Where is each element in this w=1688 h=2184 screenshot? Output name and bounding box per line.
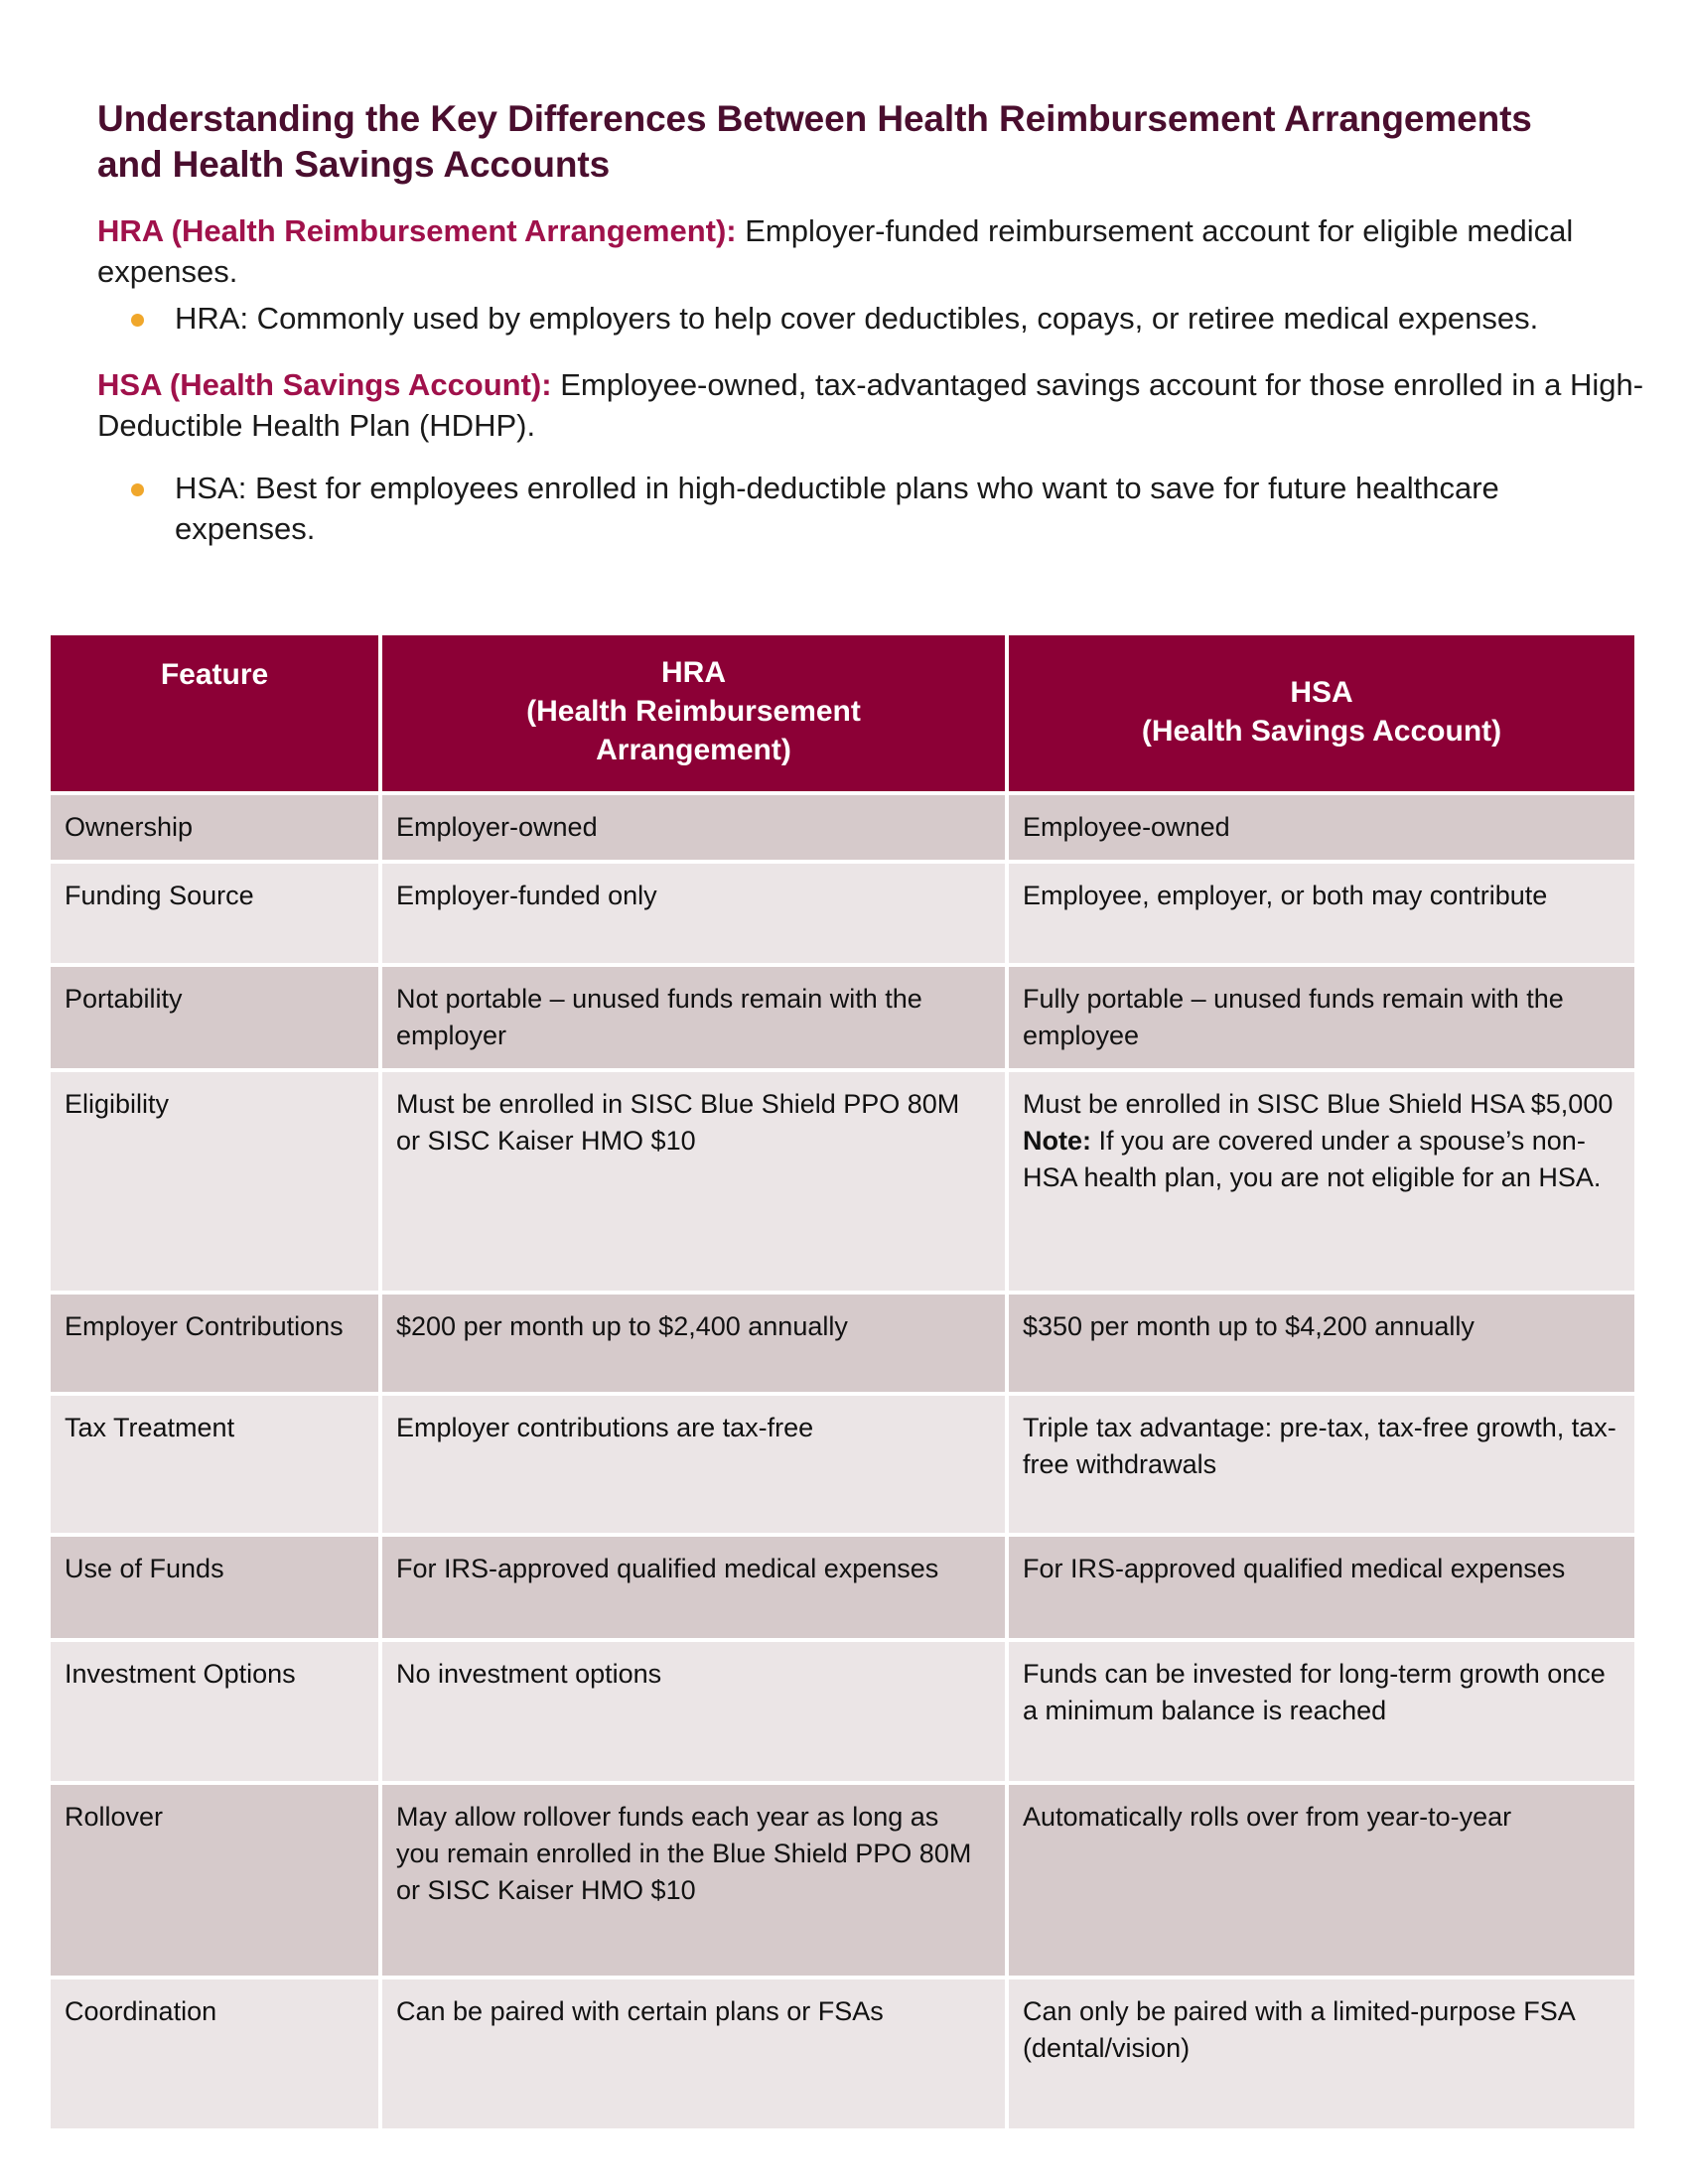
row-hra-value: Employer-funded only	[382, 864, 1005, 963]
hsa-definition-paragraph	[97, 364, 1646, 446]
row-hsa-value: Can only be paired with a limited-purpose FSA (dental/vision)	[1009, 1979, 1634, 2128]
row-hsa-value	[1009, 1072, 1634, 1291]
intro-section	[97, 210, 1646, 549]
row-feature-label: Portability	[51, 967, 378, 1068]
eligibility-hsa-main: Must be enrolled in SISC Blue Shield HSA $5,000	[1023, 1089, 1614, 1119]
row-feature-label: Coordination	[51, 1979, 378, 2128]
hra-bullet-item	[97, 298, 1646, 339]
hsa-bullet-item	[97, 468, 1646, 549]
row-hsa-value: $350 per month up to $4,200 annually	[1009, 1295, 1634, 1392]
column-header-hra-line2: (Health Reimbursement	[526, 695, 861, 728]
hra-definition-paragraph	[97, 210, 1646, 292]
row-hsa-value: For IRS-approved qualified medical expenses	[1009, 1537, 1634, 1638]
row-hra-value: Employer contributions are tax-free	[382, 1396, 1005, 1533]
row-feature-label: Use of Funds	[51, 1537, 378, 1638]
row-hsa-value: Employee, employer, or both may contribute	[1009, 864, 1634, 963]
table-row	[51, 1396, 1634, 1533]
table-row	[51, 1072, 1634, 1291]
row-feature-label: Eligibility	[51, 1072, 378, 1291]
row-hra-value: No investment options	[382, 1642, 1005, 1781]
table-row	[51, 864, 1634, 963]
column-header-hra	[382, 635, 1005, 791]
row-hsa-value: Funds can be invested for long-term growth once a minimum balance is reached	[1009, 1642, 1634, 1781]
table-row	[51, 1295, 1634, 1392]
bullet-dot-icon	[131, 314, 145, 327]
row-feature-label: Tax Treatment	[51, 1396, 378, 1533]
row-feature-label: Rollover	[51, 1785, 378, 1976]
row-hra-value: Can be paired with certain plans or FSAs	[382, 1979, 1005, 2128]
row-feature-label: Employer Contributions	[51, 1295, 378, 1392]
column-header-hsa-line2: (Health Savings Account)	[1141, 714, 1502, 748]
table-row	[51, 967, 1634, 1068]
row-hra-value: Not portable – unused funds remain with the employer	[382, 967, 1005, 1068]
table-row	[51, 1785, 1634, 1976]
hsa-definition-lead: HSA (Health Savings Account):	[97, 367, 552, 402]
row-hsa-value: Automatically rolls over from year-to-year	[1009, 1785, 1634, 1976]
hra-hsa-comparison-table	[47, 631, 1638, 2132]
hra-definition-body: Employer-funded reimbursement account for eligible medical expenses.	[97, 213, 1574, 289]
table-row	[51, 1979, 1634, 2128]
row-hsa-value: Triple tax advantage: pre-tax, tax-free growth, tax-free withdrawals	[1009, 1396, 1634, 1533]
row-hra-value: Employer-owned	[382, 795, 1005, 860]
row-hsa-value: Fully portable – unused funds remain with the employee	[1009, 967, 1634, 1068]
row-hra-value: For IRS-approved qualified medical expenses	[382, 1537, 1005, 1638]
column-header-hsa-line1: HSA	[1290, 675, 1353, 709]
column-header-hra-line3: Arrangement)	[596, 734, 791, 766]
table-row	[51, 1642, 1634, 1781]
row-hra-value: Must be enrolled in SISC Blue Shield PPO 80M or SISC Kaiser HMO $10	[382, 1072, 1005, 1291]
hsa-definition-body: Employee-owned, tax-advantaged savings account for those enrolled in a High-Deductible Health Plan (HDHP).	[97, 367, 1644, 443]
eligibility-note-text: If you are covered under a spouse’s non-HSA health plan, you are not eligible for an HSA.	[1023, 1126, 1602, 1192]
hra-bullet-text: HRA: Commonly used by employers to help cover deductibles, copays, or retiree medical expenses.	[175, 301, 1539, 336]
column-header-hra-line1: HRA	[661, 656, 726, 689]
eligibility-note-label: Note:	[1023, 1126, 1091, 1156]
table-header-row	[51, 635, 1634, 791]
row-hra-value: May allow rollover funds each year as long as you remain enrolled in the Blue Shield PPO 80M or SISC Kaiser HMO $10	[382, 1785, 1005, 1976]
bullet-dot-icon	[131, 483, 145, 496]
hra-definition-lead: HRA (Health Reimbursement Arrangement):	[97, 213, 737, 248]
column-header-hsa	[1009, 635, 1634, 791]
row-hsa-value: Employee-owned	[1009, 795, 1634, 860]
row-feature-label: Ownership	[51, 795, 378, 860]
table-row	[51, 795, 1634, 860]
row-feature-label: Investment Options	[51, 1642, 378, 1781]
page-title: Understanding the Key Differences Between Health Reimbursement Arrangements and Health Savings Accounts	[97, 97, 1532, 185]
column-header-feature: Feature	[51, 635, 378, 791]
hsa-bullet-text: HSA: Best for employees enrolled in high-deductible plans who want to save for future healthcare expenses.	[175, 471, 1499, 546]
table-row	[51, 1537, 1634, 1638]
row-feature-label: Funding Source	[51, 864, 378, 963]
row-hra-value: $200 per month up to $2,400 annually	[382, 1295, 1005, 1392]
